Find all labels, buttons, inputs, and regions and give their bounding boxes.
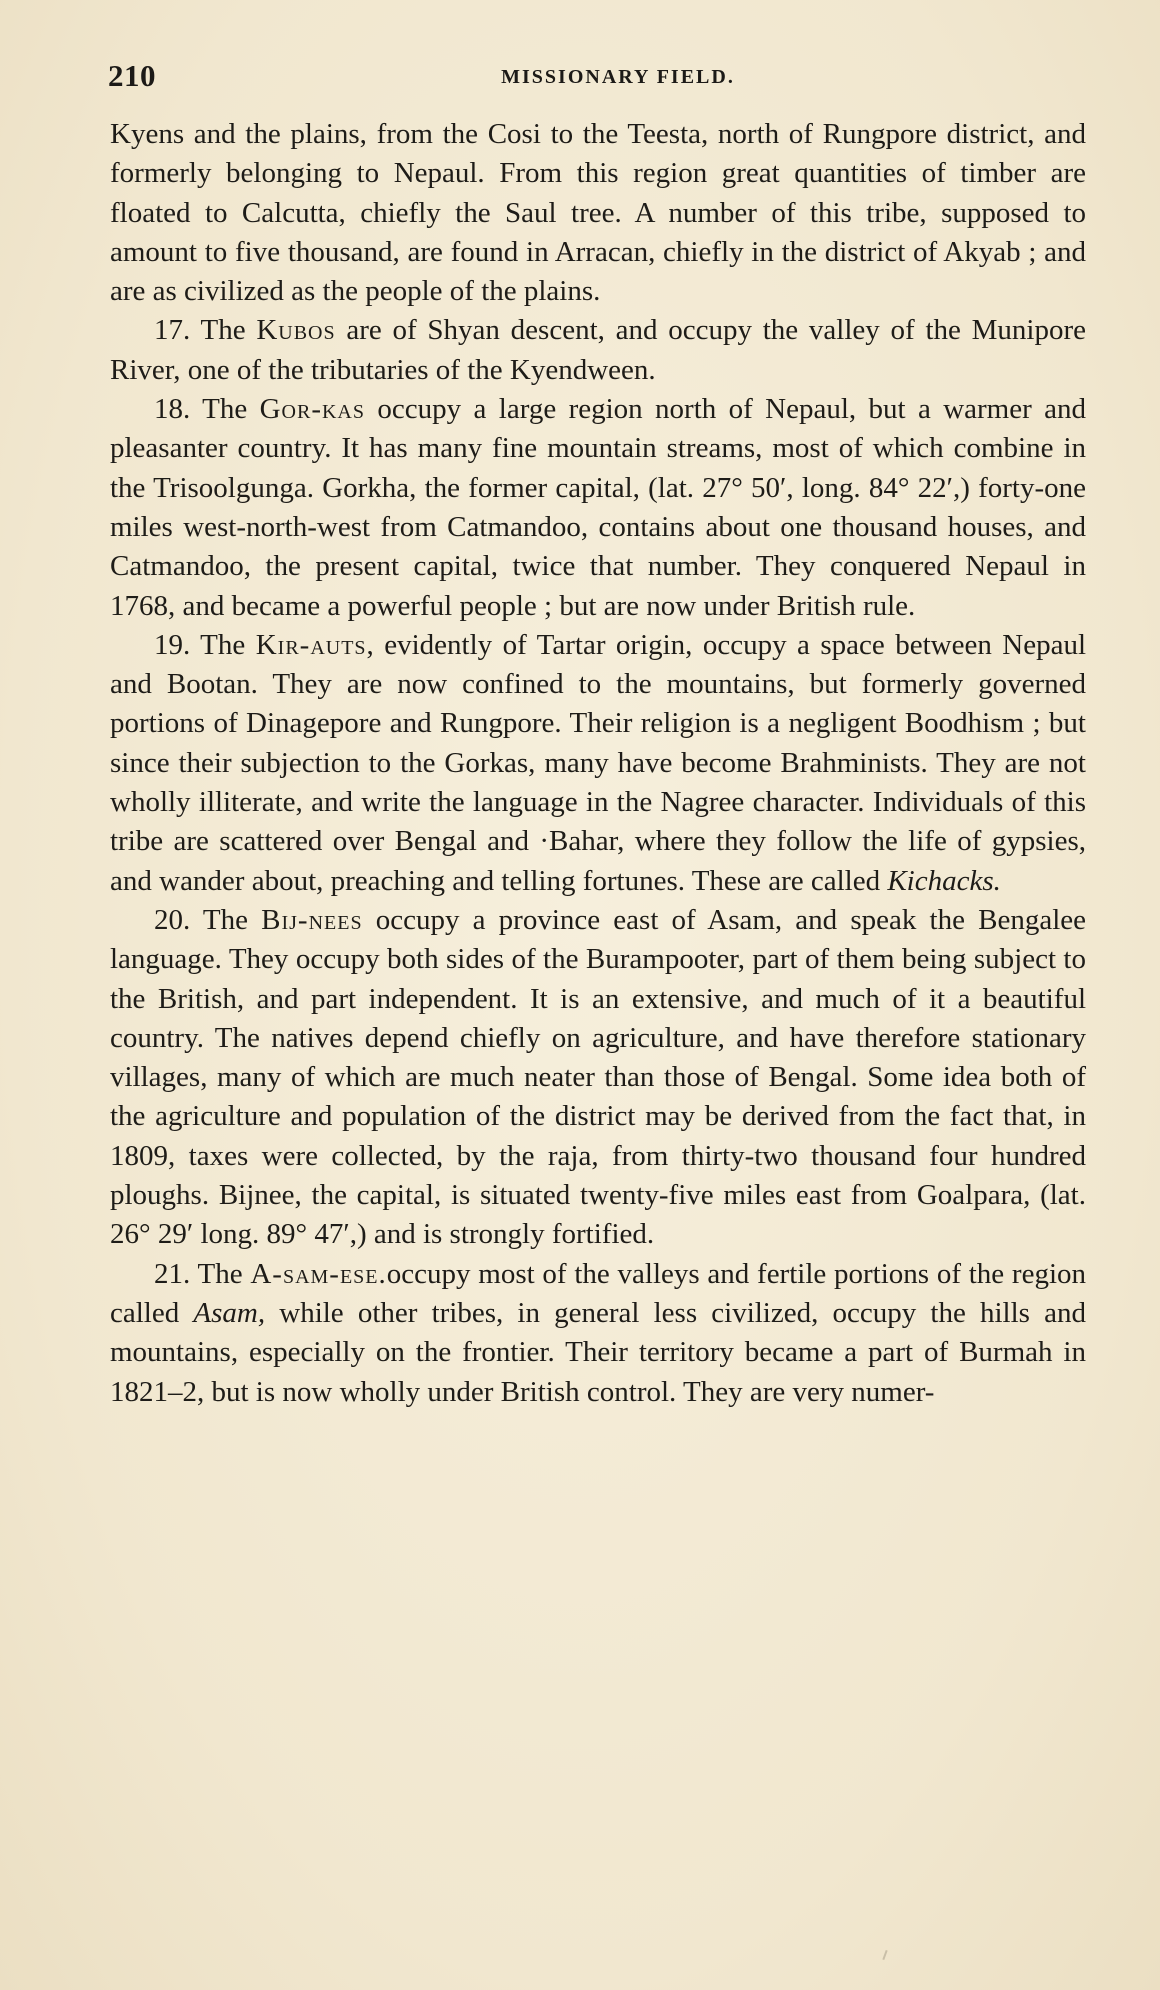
tribe-name: Bij-nees — [261, 903, 363, 936]
paragraph-continuation — [110, 115, 1086, 311]
italic-term: Asam, — [193, 1296, 266, 1329]
paragraph-number: 21. — [154, 1257, 191, 1290]
paragraph-text: while other tribes, in general less civilized, occupy the hills and mountains, especially on the frontier. Their territory became a part of Burmah in 1821–2, but is now wholly under British control. They are very numer- — [110, 1296, 1086, 1408]
tribe-name: Kir-auts — [255, 628, 367, 661]
tribe-name: Kubos — [256, 314, 336, 347]
paragraph-21 — [110, 1255, 1086, 1412]
paragraph-number: 18. — [154, 393, 191, 426]
page-number: 210 — [108, 58, 156, 93]
paragraph-number: 19. — [154, 628, 191, 661]
paragraph-17 — [110, 311, 1086, 390]
paragraph-text-before-italic: occupy most of the valleys and fertile portions of the region called — [110, 1257, 1087, 1329]
paragraph-text: occupy a large region north of Nepaul, but a warmer and pleasanter country. It has many fine mountain streams, most of which combine in the Trisoolgunga. Gorkha, the former capital, (lat. 27° 50′, long. 84° 22′,) forty-one miles west-north-west from Catmandoo, contains about one thousand houses, and Catmandoo, the present capital, twice that number. They conquered Nepaul in 1768, and became a powerful people ; but are now under British rule. — [110, 393, 1087, 622]
running-head: MISSIONARY FIELD. — [501, 66, 735, 88]
paragraph-text: Kyens and the plains, from the Cosi to the Teesta, north of Rungpore district, and formerly belonging to Nepaul. From this region great quantities of timber are floated to Calcutta, chiefly the Saul tree. A number of this tribe, supposed to amount to five thousand, are found in Arracan, chiefly in the district of Akyab ; and are as civilized as the people of the plains. — [110, 118, 1086, 308]
body-text — [110, 115, 1086, 1412]
paragraph-text: are of Shyan descent, and occupy the valley of the Munipore River, one of the tributaries of the Kyendween. — [110, 314, 1086, 386]
page-header — [108, 58, 1088, 102]
tribe-name: A-sam-ese. — [250, 1257, 387, 1290]
paragraph-lead: The — [202, 903, 248, 936]
paragraph-number: 20. — [154, 903, 191, 936]
paragraph-18 — [110, 390, 1086, 626]
paragraph-lead: The — [202, 393, 248, 426]
paper-mark — [882, 1950, 887, 1960]
paragraph-lead: The — [200, 314, 246, 347]
paragraph-lead: The — [200, 628, 246, 661]
paragraph-text: , evidently of Tartar origin, occupy a space between Nepaul and Bootan. They are now confined to the mountains, but formerly governed portions of Dinagepore and Rungpore. Their religion is a negligent Boodhism ; but since their subjection to the Gorkas, many have become Brahminists. They are not wholly illiterate, and write the language in the Nagree character. Individuals of this tribe are scattered over Bengal and ·Bahar, where they follow the life of gypsies, and wander about, preaching and telling fortunes. These are called — [110, 628, 1087, 897]
paragraph-20 — [110, 901, 1086, 1255]
italic-term: Kichacks. — [887, 864, 1001, 897]
paragraph-lead: The — [197, 1257, 243, 1290]
paragraph-19 — [110, 626, 1086, 901]
paragraph-text: occupy a province east of Asam, and speak the Bengalee language. They occupy both sides of the Burampooter, part of them being subject to the British, and part independent. It is an extensive, and much of it a beautiful country. The natives depend chiefly on agriculture, and have therefore stationary villages, many of which are much neater than those of Bengal. Some idea both of the agriculture and population of the district may be derived from the fact that, in 1809, taxes were collected, by the raja, from thirty-two thousand four hundred ploughs. Bijnee, the capital, is situated twenty-five miles east from Goalpara, (lat. 26° 29′ long. 89° 47′,) and is strongly fortified. — [110, 903, 1086, 1251]
tribe-name: Gor-kas — [259, 393, 365, 426]
paragraph-number: 17. — [154, 314, 191, 347]
